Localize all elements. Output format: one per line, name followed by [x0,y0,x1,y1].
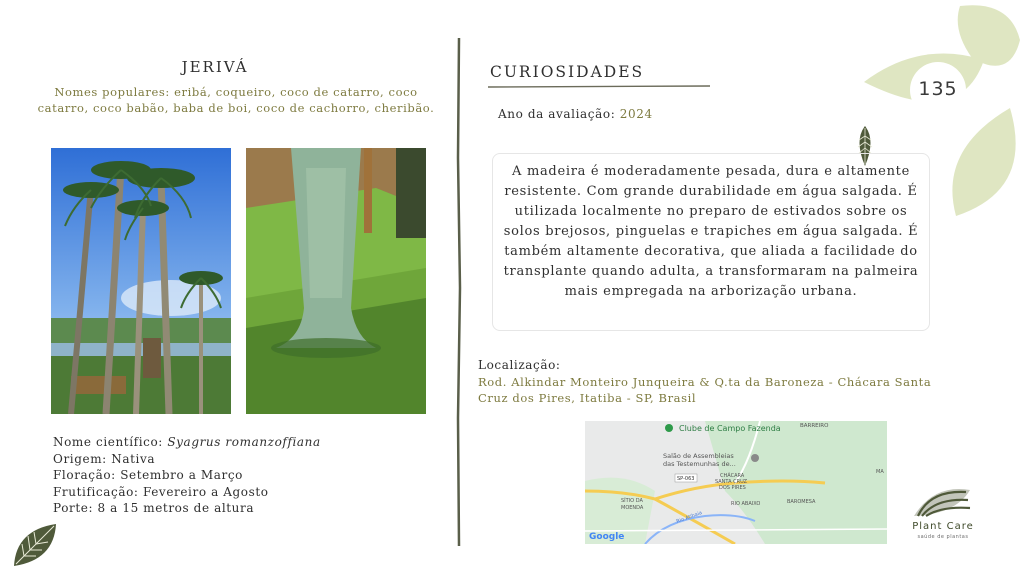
svg-text:Clube de Campo Fazenda: Clube de Campo Fazenda [679,424,781,433]
size: Porte: 8 a 15 metros de altura [53,501,255,515]
flowering: Floração: Setembro a Março [53,468,244,482]
location-pin-icon [751,454,759,462]
decorative-leaves-icon [860,0,1024,230]
location-address: Rod. Alkindar Monteiro Junqueira & Q.ta da Baroneza - Chácara Santa Cruz dos Pires, Itatiba - SP, Brasil [478,375,932,405]
page-number: 135 [918,78,958,100]
logo-subtitle: saúde de plantas [917,534,969,540]
origin: Origem: Nativa [53,451,156,466]
svg-text:das Testemunhas de...: das Testemunhas de... [663,460,736,468]
google-logo: Google [589,532,625,542]
svg-text:MOENDA: MOENDA [621,505,644,511]
trunk-photo [246,148,426,414]
svg-text:BAROMESA: BAROMESA [787,499,816,505]
svg-text:DOS PIRES: DOS PIRES [719,485,746,491]
svg-text:Salão de Assembleias: Salão de Assembleias [663,452,734,460]
curiosity-text-box: A madeira é moderadamente pesada, dura e altamente resistente. Com grande durabilidade em água salgada. É utilizada localmente no preparo de estivados sobre os solos brejosos, pinguelas e trapiches em água salgada. É também altamente decorativa, que aliada a facilidade do transplante quando adulta, a transformaram na palmeira mais empregada na arborização urbana. [492,153,930,331]
poi-marker-icon [665,424,673,432]
species-title: JERIVÁ [181,58,249,76]
svg-text:CHÁCARA: CHÁCARA [720,473,745,479]
svg-text:Rio Atibaia: Rio Atibaia [675,510,703,525]
svg-text:SANTA CRUZ: SANTA CRUZ [715,479,748,485]
title-underline [488,84,710,90]
location-map[interactable] [585,421,887,544]
svg-text:BARREIRO: BARREIRO [800,423,829,429]
logo-name: Plant Care [912,521,974,532]
scientific-name: Nome científico: Syagrus romanzoffiana [53,435,321,449]
evaluation-year: Ano da avaliação: 2024 [498,107,653,121]
fruiting: Frutificação: Fevereiro a Agosto [53,484,269,499]
leaf-icon [10,520,60,570]
curiosidades-title: CURIOSIDADES [490,63,645,81]
palm-trees-photo [51,148,231,414]
species-facts [53,434,321,517]
popular-names: Nomes populares: eribá, coqueiro, coco de catarro, coco catarro, coco babão, baba de boi, coco de cachorro, cheribão. [37,85,435,115]
svg-text:SÍTIO DA: SÍTIO DA [621,498,643,504]
svg-text:SP-063: SP-063 [677,476,695,482]
svg-text:MA: MA [876,469,884,475]
location-label: Localização: [478,358,561,372]
svg-text:RIO ABAIXO: RIO ABAIXO [731,501,761,507]
vertical-divider [455,38,463,546]
